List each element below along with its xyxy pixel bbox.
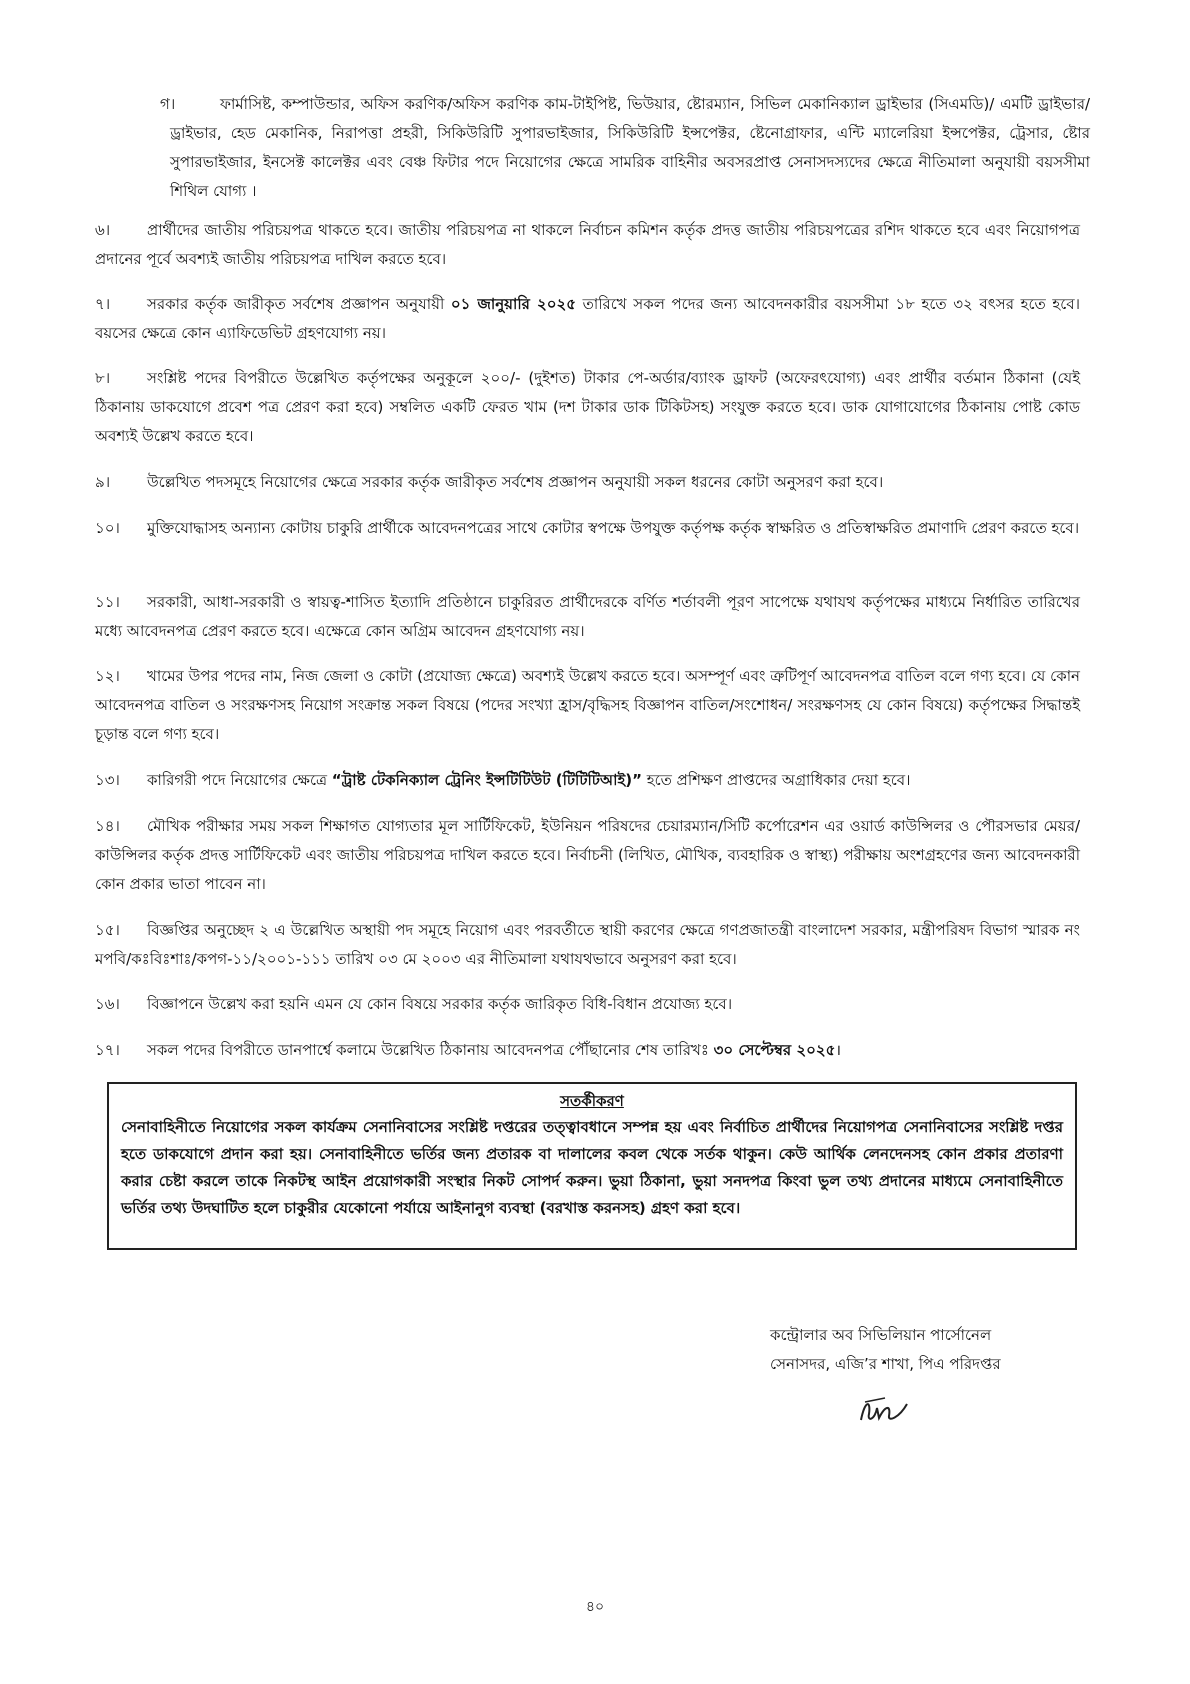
clause-15 (95, 916, 1080, 974)
clause-12 (95, 662, 1080, 749)
clause-text: হতে প্রশিক্ষণ প্রাপ্তদের অগ্রাধিকার দেয়া হবে। (641, 771, 911, 789)
clause-16 (95, 990, 1080, 1019)
clause-text: সরকারী, আধা-সরকারী ও স্বায়ত্ব-শাসিত ইত্যাদি প্রতিষ্ঠানে চাকুরিরত প্রার্থীদেরকে বর্ণিত শর্তাবলী পূরণ সাপেক্ষে যথাযথ কর্তৃপক্ষের মাধ্যমে নির্ধারিত তারিখের মধ্যে আবেদনপত্র প্রেরণ করতে হবে। এক্ষেত্রে কোন অগ্রিম আবেদন গ্রহণযোগ্য নয়। (95, 593, 1080, 640)
clause-number: ১১। (95, 593, 120, 611)
clause-number: ১৫। (95, 921, 120, 939)
clause-7 (95, 290, 1080, 348)
clause-text: তারিখে সকল পদের জন্য আবেদনকারীর বয়সসীমা ১৮ হতে ৩২ বৎসর হতে হবে। বয়সের ক্ষেত্রে কোন এ্যাফিডেভিট গ্রহণযোগ্য নয়। (95, 295, 1081, 342)
clause-13 (95, 766, 1080, 795)
signatory-title: কন্ট্রোলার অব সিভিলিয়ান পার্সোনেল (770, 1326, 992, 1344)
clause-8 (95, 364, 1080, 451)
handwritten-signature (855, 1390, 915, 1430)
clause-number: ১৭। (95, 1041, 120, 1059)
warning-box (107, 1082, 1077, 1250)
clause-text: সংশ্লিষ্ট পদের বিপরীতে উল্লেখিত কর্তৃপক্ষের অনুকূলে ২০০/- (দুইশত) টাকার পে-অর্ডার/ব্যাংক ড্রাফট (অফেরৎযোগ্য) এবং প্রার্থীর বর্তমান ঠিকানা (যেই ঠিকানায় ডাকযোগে প্রবেশ পত্র প্রেরণ করা হবে) সম্বলিত একটি ফেরত খাম (দশ টাকার ডাক টিকিটসহ) সংযুক্ত করতে হবে। ডাক যোগাযোগের ঠিকানায় পোষ্ট কোড অবশ্যই উল্লেখ করতে হবে। (95, 369, 1080, 445)
clause-number: ১৩। (95, 771, 120, 789)
clause-14 (95, 812, 1080, 899)
clause-text: ফার্মাসিষ্ট, কম্পাউন্ডার, অফিস করণিক/অফিস করণিক কাম-টাইপিষ্ট, ভিউয়ার, ষ্টোরম্যান, সিভিল মেকানিক্যাল ড্রাইভার (সিএমডি)/ এমটি ড্রাইভার/ড্রাইভার, হেড মেকানিক, নিরাপত্তা প্রহরী, সিকিউরিটি সুপারভাইজার, সিকিউরিটি ইন্সপেক্টর, ষ্টেনোগ্রাফার, এন্টি ম্যালেরিয়া ইন্সপেক্টর, ট্রেসার, ষ্টোর সুপারভাইজার, ইনসেক্ট কালেক্টর এবং বেঞ্চ ফিটার পদে নিয়োগের ক্ষেত্রে সামরিক বাহিনীর অবসরপ্রাপ্ত সেনাসদস্যদের ক্ষেত্রে নীতিমালা অনুযায়ী বয়সসীমা শিথিল যোগ্য । (170, 95, 1090, 200)
clause-6 (95, 216, 1080, 274)
clause-text: সরকার কর্তৃক জারীকৃত সর্বশেষ প্রজ্ঞাপন অনুযায়ী (147, 295, 451, 313)
clause-number: ৬। (95, 221, 111, 239)
clause-text: । (835, 1041, 842, 1059)
clause-number: গ। (160, 95, 176, 113)
signature-block (770, 1321, 1090, 1379)
clause-text: সকল পদের বিপরীতে ডানপার্শ্বে কলামে উল্লেখিত ঠিকানায় আবেদনপত্র পৌঁছানোর শেষ তারিখঃ (147, 1041, 714, 1059)
clause-number: ৭। (95, 295, 111, 313)
institute-name: “ট্রাষ্ট টেকনিক্যাল ট্রেনিং ইন্সটিটিউট (টিটিটিআই)” (331, 771, 642, 789)
clause-17 (95, 1036, 1080, 1065)
clause-5c (160, 90, 1090, 206)
clause-9 (95, 468, 1080, 497)
clause-text: মুক্তিযোদ্ধাসহ অন্যান্য কোটায় চাকুরি প্রার্থীকে আবেদনপত্রের সাথে কোটার স্বপক্ষে উপযুক্ত কর্তৃপক্ষ কর্তৃক স্বাক্ষরিত ও প্রতিস্বাক্ষরিত প্রমাণাদি প্রেরণ করতে হবে। (147, 519, 1080, 537)
clause-number: ৯। (95, 473, 111, 491)
warning-title: সতর্কীকরণ (560, 1092, 624, 1110)
clause-number: ১৪। (95, 817, 120, 835)
clause-number: ৮। (95, 369, 111, 387)
signatory-office: সেনাসদর, এজি’র শাখা, পিএ পরিদপ্তর (770, 1355, 1001, 1373)
clause-10 (95, 514, 1080, 543)
deadline-date: ৩০ সেপ্টেম্বর ২০২৫ (713, 1041, 836, 1059)
page-number: ৪০ (585, 1599, 605, 1615)
clause-text: বিজ্ঞাপনে উল্লেখ করা হয়নি এমন যে কোন বিষয়ে সরকার কর্তৃক জারিকৃত বিধি-বিধান প্রযোজ্য হবে। (147, 995, 733, 1013)
clause-number: ১২। (95, 667, 120, 685)
clause-text: প্রার্থীদের জাতীয় পরিচয়পত্র থাকতে হবে। জাতীয় পরিচয়পত্র না থাকলে নির্বাচন কমিশন কর্তৃক প্রদত্ত জাতীয় পরিচয়পত্রের রশিদ থাকতে হবে এবং নিয়োগপত্র প্রদানের পূর্বে অবশ্যই জাতীয় পরিচয়পত্র দাখিল করতে হবে। (95, 221, 1080, 268)
clause-text: খামের উপর পদের নাম, নিজ জেলা ও কোটা (প্রযোজ্য ক্ষেত্রে) অবশ্যই উল্লেখ করতে হবে। অসম্পূর্ণ এবং ত্রুটিপূর্ণ আবেদনপত্র বাতিল বলে গণ্য হবে। যে কোন আবেদনপত্র বাতিল ও সংরক্ষণসহ নিয়োগ সংক্রান্ত সকল বিষয়ে (পদের সংখ্যা হ্রাস/বৃদ্ধিসহ বিজ্ঞাপন বাতিল/সংশোধন/ সংরক্ষণসহ যে কোন বিষয়ে) কর্তৃপক্ষের সিদ্ধান্তই চূড়ান্ত বলে গণ্য হবে। (95, 667, 1080, 743)
clause-text: কারিগরী পদে নিয়োগের ক্ষেত্রে (147, 771, 332, 789)
clause-text: বিজ্ঞপ্তির অনুচ্ছেদ ২ এ উল্লেখিত অস্থায়ী পদ সমূহে নিয়োগ এবং পরবর্তীতে স্থায়ী করণের ক্ষেত্রে গণপ্রজাতন্ত্রী বাংলাদেশ সরকার, মন্ত্রীপরিষদ বিভাগ স্মারক নং মপবি/কঃবিঃশাঃ/কপগ-১১/২০০১-১১১ তারিখ ০৩ মে ২০০৩ এর নীতিমালা যথাযথভাবে অনুসরণ করা হবে। (95, 921, 1080, 968)
clause-number: ১৬। (95, 995, 120, 1013)
clause-number: ১০। (95, 519, 120, 537)
clause-text: মৌখিক পরীক্ষার সময় সকল শিক্ষাগত যোগ্যতার মূল সার্টিফিকেট, ইউনিয়ন পরিষদের চেয়ারম্যান/সিটি কর্পোরেশন এর ওয়ার্ড কাউন্সিলর ও পৌরসভার মেয়র/কাউন্সিলর কর্তৃক প্রদত্ত সার্টিফিকেট এবং জাতীয় পরিচয়পত্র দাখিল করতে হবে। নির্বাচনী (লিখিত, মৌখিক, ব্যবহারিক ও স্বাস্থ্য) পরীক্ষায় অংশগ্রহণের জন্য আবেদনকারী কোন প্রকার ভাতা পাবেন না। (95, 817, 1080, 893)
warning-body: সেনাবাহিনীতে নিয়োগের সকল কার্যক্রম সেনানিবাসের সংশ্লিষ্ট দপ্তরের তত্ত্বাবধানে সম্পন্ন হয় এবং নির্বাচিত প্রার্থীদের নিয়োগপত্র সেনানিবাসের সংশ্লিষ্ট দপ্তর হতে ডাকযোগে প্রদান করা হয়। সেনাবাহিনীতে ভর্তির জন্য প্রতারক বা দালালের কবল থেকে সর্তক থাকুন। কেউ আর্থিক লেনদেনসহ কোন প্রকার প্রতারণা করার চেষ্টা করলে তাকে নিকটস্থ আইন প্রয়োগকারী সংস্থার নিকট সোপর্দ করুন। ভুয়া ঠিকানা, ভুয়া সনদপত্র কিংবা ভুল তথ্য প্রদানের মাধ্যমে সেনাবাহিনীতে ভর্তির তথ্য উদঘাটিত হলে চাকুরীর যেকোনো পর্যায়ে আইনানুগ ব্যবস্থা (বরখাস্ত করনসহ) গ্রহণ করা হবে। (121, 1118, 1063, 1217)
clause-text: উল্লেখিত পদসমূহে নিয়োগের ক্ষেত্রে সরকার কর্তৃক জারীকৃত সর্বশেষ প্রজ্ঞাপন অনুযায়ী সকল ধরনের কোটা অনুসরণ করা হবে। (147, 473, 884, 491)
clause-date: ০১ জানুয়ারি ২০২৫ (450, 295, 576, 313)
clause-11 (95, 588, 1080, 646)
